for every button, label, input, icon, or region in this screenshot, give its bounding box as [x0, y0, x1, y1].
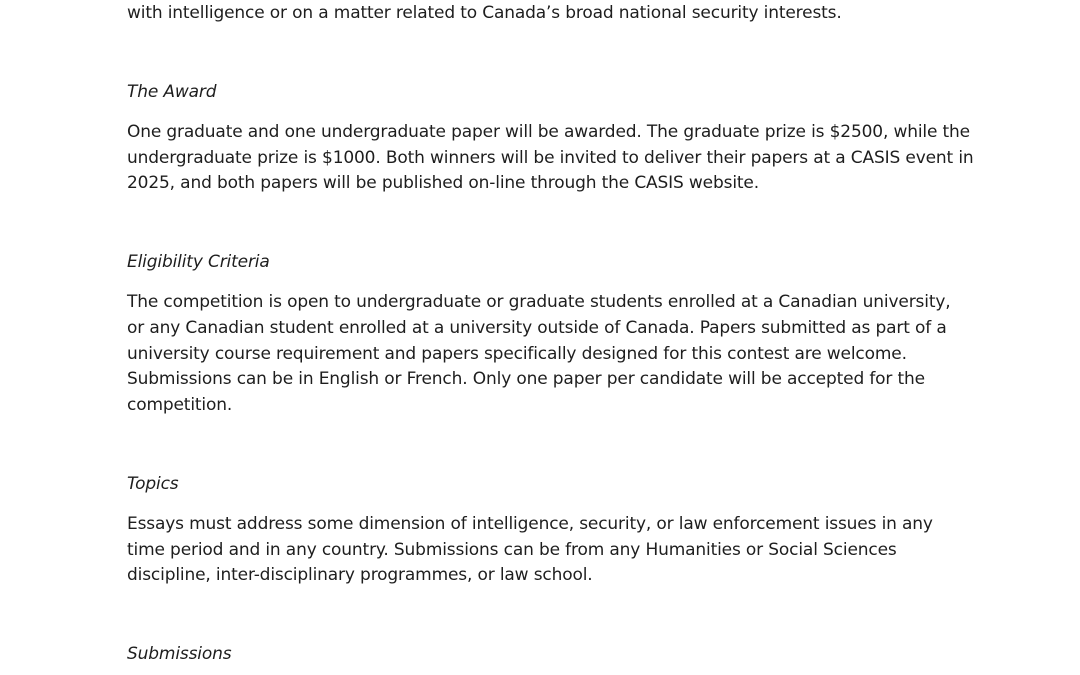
eligibility-paragraph-line: Submissions can be in English or French. Only one paper per candidate will be accepted for the: [127, 369, 925, 389]
topics-paragraph-line: discipline, inter-disciplinary programmes, or law school.: [127, 565, 593, 585]
eligibility-paragraph-line: The competition is open to undergraduate or graduate students enrolled at a Canadian university,: [127, 292, 951, 312]
topics-paragraph-line: time period and in any country. Submissions can be from any Humanities or Social Sciences: [127, 540, 897, 560]
award-paragraph-line: 2025, and both papers will be published on-line through the CASIS website.: [127, 173, 759, 193]
award-paragraph-line: undergraduate prize is $1000. Both winners will be invited to deliver their papers at a CASIS event in: [127, 148, 974, 168]
eligibility-paragraph-line: competition.: [127, 395, 233, 415]
eligibility-paragraph-line: or any Canadian student enrolled at a university outside of Canada. Papers submitted as part of a: [127, 318, 947, 338]
section-heading-eligibility: Eligibility Criteria: [127, 252, 270, 272]
eligibility-paragraph-line: university course requirement and papers specifically designed for this contest are welcome.: [127, 344, 907, 364]
section-heading-topics: Topics: [127, 474, 179, 494]
section-heading-award: The Award: [127, 82, 217, 102]
topics-paragraph-line: Essays must address some dimension of intelligence, security, or law enforcement issues in any: [127, 514, 933, 534]
intro-paragraph-line: with intelligence or on a matter related to Canada’s broad national security interests.: [127, 3, 842, 23]
section-heading-submissions: Submissions: [127, 644, 232, 664]
award-paragraph-line: One graduate and one undergraduate paper will be awarded. The graduate prize is $2500, while the: [127, 122, 970, 142]
